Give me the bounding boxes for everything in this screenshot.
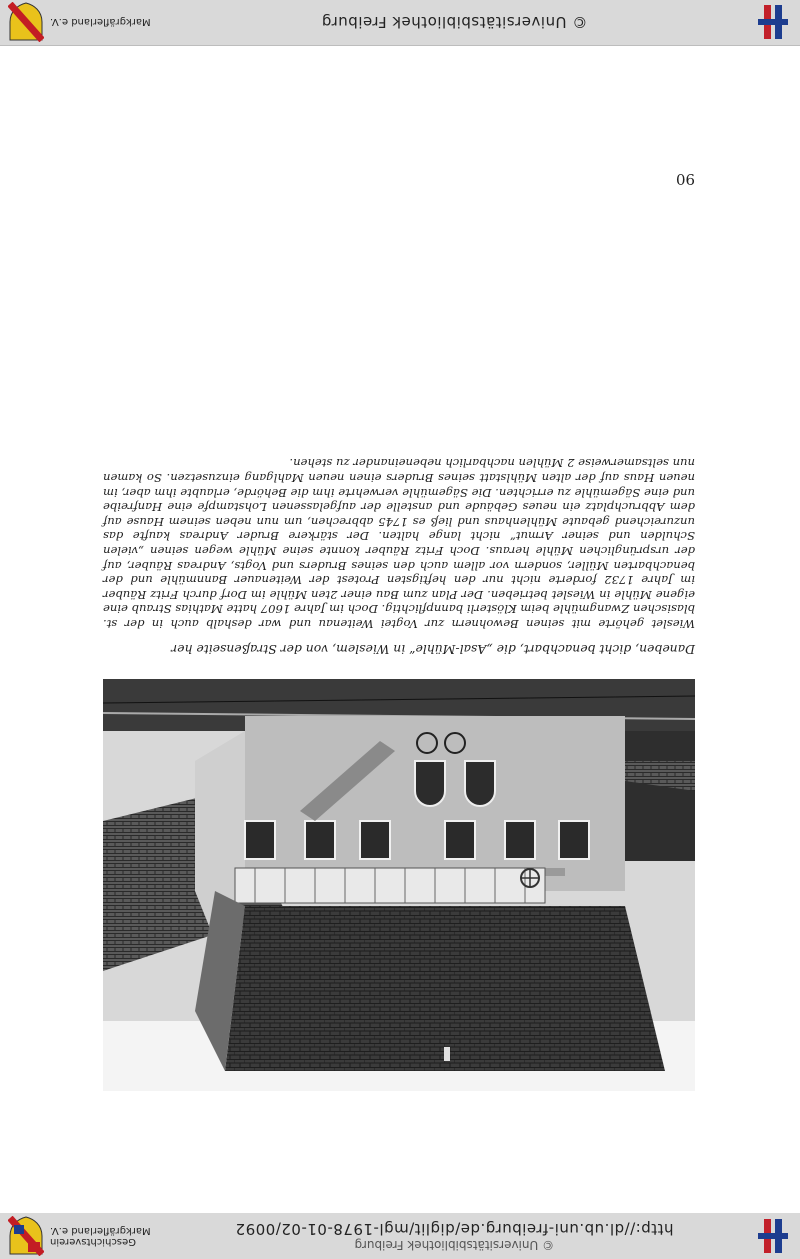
footer-info [151, 13, 758, 31]
document-url[interactable]: http://dl.ub.uni-freiburg.de/diglit/mgl-1978-01-02/0092 [235, 1220, 674, 1238]
header-bar [0, 1213, 800, 1259]
ub-freiburg-footer-logo-icon[interactable] [758, 5, 788, 39]
photo-caption: Daneben, dicht benachbart, die „Asal-Mühle“ in Wiesleт, von der Straßenseite her [171, 642, 695, 657]
society-crest-icon [8, 1216, 44, 1256]
mill-building-photo [103, 679, 695, 1091]
society-name-line2: Markgräflerland e.V. [50, 1225, 151, 1236]
footer-copyright-text: © Universitätsbibliothek Freiburg [321, 13, 588, 31]
society-name-line1: Geschichtsverein [50, 1236, 136, 1247]
page-number: 90 [675, 170, 695, 188]
footer-bar [0, 0, 800, 46]
society-badge[interactable] [8, 1216, 151, 1256]
footer-society-name: Markgräflerland e.V. [50, 16, 151, 28]
footer-society-badge[interactable] [8, 2, 151, 42]
footer-society-crest-icon [8, 2, 44, 42]
scanned-page [0, 46, 800, 1213]
header-info [151, 1220, 758, 1252]
copyright-text: © Universitätsbibliothek Freiburg [354, 1238, 555, 1252]
ub-freiburg-logo-icon[interactable] [758, 1219, 788, 1253]
body-paragraph: Wieslet gehörte mit seinen Bewohnern zur Vogtei Weitenau und war deshalb auch in der st. blasischen Zwangmühle beim Klösterli bannpflichtig. Doch im Jahre 1607 hatte Mathias Straub eine eigene Mühle in Wieslet betrieben. Der Plan zum Bau einer 2ten Mühle im Dorf durch Fritz Räuber im Jahre 1732 forderte nicht nur den heftigsten Protest der Weitenauer Bannmühle und der benachbarten Müller, sondern vor allem auch den seines Bruders und Vogts, Andreas Räuber, auf der ursprünglichen Mühle heraus. Doch Fritz Räuber konnte seine Mühle wegen seinen „vielen Schulden und seiner Armut“ nicht lange halten. Der stärkere Bruder Andreas kaufte das unzureichend gebaute Mühlenhaus und ließ es 1745 abbrechen, um nun neben seinem Hause auf dem Abbruchplatz ein neues Gebäude und anstelle der aufgelassenen Lohstampfe eine Hanfreibe und eine Sägemühle zu errichten. Die Sägemühle verwehrte ihm die Behörde, erlaubte ihm aber, im neuen Haus auf der alten Mühlstatt seines Bruders einen neuen Mahlgang einzusetzen. So kamen nun seltsamerweise 2 Mühlen nachbarlich nebeneinander zu stehen. [103, 456, 695, 631]
